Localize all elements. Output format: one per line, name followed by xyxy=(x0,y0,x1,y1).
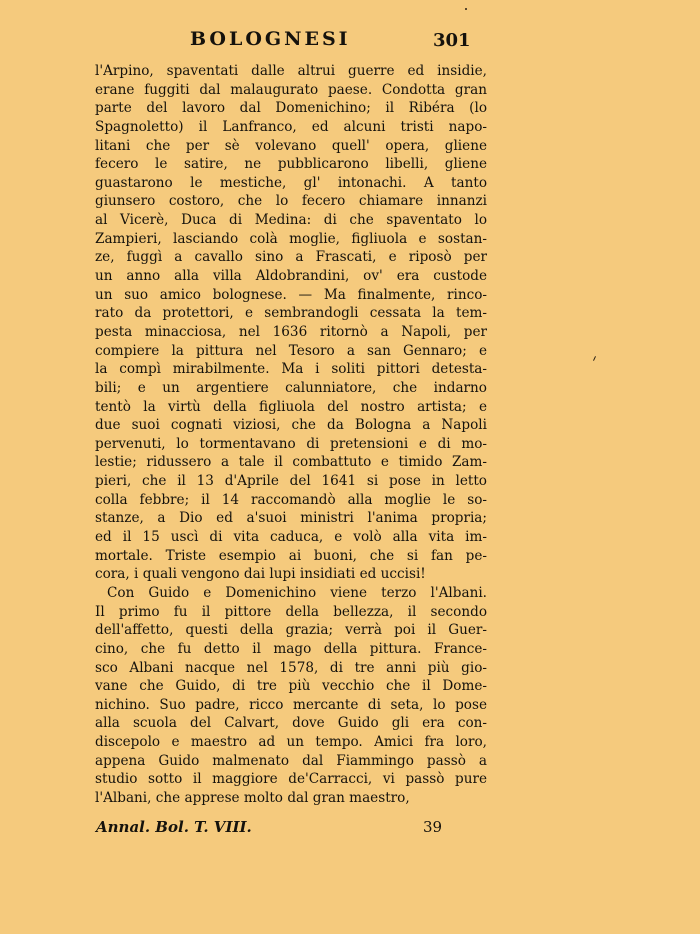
signature-mark: 39 xyxy=(423,818,443,836)
text-line: vane che Guido, di tre più vecchio che il Dome- xyxy=(95,678,487,695)
text-line: l'Albani, che apprese molto dal gran maestro, xyxy=(95,789,410,806)
text-line: appena Guido malmenato dal Fiammingo passò a xyxy=(95,752,487,769)
text-line: giunsero costoro, che lo fecero chiamare innanzi xyxy=(95,193,487,210)
text-line: due suoi cognati viziosi, che da Bologna a Napoli xyxy=(95,417,487,434)
text-line: alla scuola del Calvart, dove Guido gli era con- xyxy=(95,715,487,732)
text-line: Spagnoletto) il Lanfranco, ed alcuni tristi napo- xyxy=(95,118,487,135)
text-line: un anno alla villa Aldobrandini, ov' era custode xyxy=(95,268,487,285)
text-line: pieri, che il 13 d'Aprile del 1641 si pose in letto xyxy=(95,473,487,490)
ink-speck xyxy=(465,8,467,10)
running-title: BOLOGNESI xyxy=(190,28,351,50)
publication-reference: Annal. Bol. T. VIII. xyxy=(96,818,252,836)
text-line: pesta minacciosa, nel 1636 ritornò a Napoli, per xyxy=(95,323,487,340)
text-line: Il primo fu il pittore della bellezza, il secondo xyxy=(95,603,487,620)
text-line: ed il 15 uscì di vita caduca, e volò alla vita im- xyxy=(95,529,487,546)
text-line: sco Albani nacque nel 1578, di tre anni più gio- xyxy=(95,659,487,676)
text-line: la compì mirabilmente. Ma i soliti pittori detesta- xyxy=(95,361,487,378)
text-line: ze, fuggì a cavallo sino a Frascati, e riposò per xyxy=(95,249,487,266)
text-line: compiere la pittura nel Tesoro a san Gennaro; e xyxy=(95,342,487,359)
text-line: Zampieri, lasciando colà moglie, figliuola e sostan- xyxy=(95,230,487,247)
text-line: dell'affetto, questi della grazia; verrà poi il Guer- xyxy=(95,622,487,639)
text-line: mortale. Triste esempio ai buoni, che si fan pe- xyxy=(95,547,487,564)
text-line: guastarono le mestiche, gl' intonachi. A tanto xyxy=(95,174,487,191)
text-line: rato da protettori, e sembrandogli cessata la tem- xyxy=(95,305,487,322)
text-line: tentò la virtù della figliuola del nostro artista; e xyxy=(95,398,487,415)
text-line: lestie; ridussero a tale il combattuto e timido Zam- xyxy=(95,454,487,471)
text-line: cino, che fu detto il mago della pittura. France- xyxy=(95,640,487,657)
text-line: nichino. Suo padre, ricco mercante di seta, lo pose xyxy=(95,696,487,713)
text-line: l'Arpino, spaventati dalle altrui guerre ed insidie, xyxy=(95,63,487,79)
page-header xyxy=(0,28,700,58)
text-line: discepolo e maestro ad un tempo. Amici fra loro, xyxy=(95,734,487,751)
page-number: 301 xyxy=(433,30,471,51)
text-line: bili; e un argentiere calunniatore, che indarno xyxy=(95,379,487,396)
body-text xyxy=(95,62,487,808)
text-line: al Vicerè, Duca di Medina: di che spaventato lo xyxy=(95,212,487,229)
text-line: fecero le satire, ne pubblicarono libelli, gliene xyxy=(95,156,487,173)
text-line: un suo amico bolognese. — Ma finalmente, rinco- xyxy=(95,286,487,303)
text-line: erane fuggiti dal malaugurato paese. Condotta gran xyxy=(95,81,487,98)
text-line: stanze, a Dio ed a'suoi ministri l'anima propria; xyxy=(95,510,487,527)
page-footer xyxy=(0,818,700,842)
text-line: parte del lavoro dal Domenichino; il Ribéra (lo xyxy=(95,100,487,117)
text-line: pervenuti, lo tormentavano di pretensioni e di mo- xyxy=(95,435,487,452)
text-line: colla febbre; il 14 raccomandò alla moglie le so- xyxy=(95,491,487,508)
text-line: studio sotto il maggiore de'Carracci, vi passò pure xyxy=(95,771,487,788)
text-line: Con Guido e Domenichino viene terzo l'Albani. xyxy=(107,584,487,601)
ink-speck xyxy=(593,356,596,361)
text-line: litani che per sè volevano quell' opera, gliene xyxy=(95,137,487,154)
text-line: cora, i quali vengono dai lupi insidiati ed uccisi! xyxy=(95,566,426,583)
